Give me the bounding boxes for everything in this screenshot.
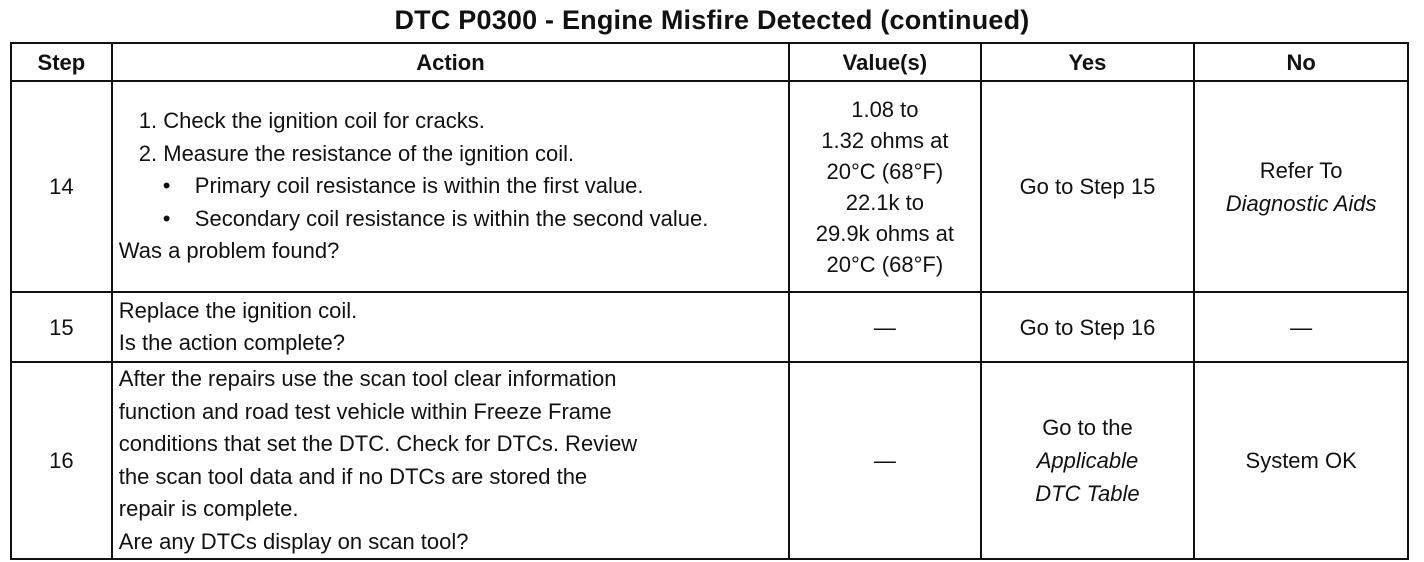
table-row <box>11 292 1408 362</box>
action-line: function and road test vehicle within Freeze Frame <box>118 398 612 424</box>
action-line: the scan tool data and if no DTCs are stored the <box>118 463 588 489</box>
yes-cell: Go to Step 15 <box>981 81 1195 292</box>
value-line: 20°C (68°F) <box>826 251 944 277</box>
action-line: 2. Measure the resistance of the ignition coil. <box>138 140 575 166</box>
step-number: 14 <box>11 81 112 292</box>
values-cell: — <box>789 362 981 559</box>
action-question: Was a problem found? <box>118 238 340 264</box>
yes-cell <box>981 362 1195 559</box>
yes-line-italic: DTC Table <box>1035 481 1140 506</box>
column-header-values: Value(s) <box>789 43 981 81</box>
value-line: 1.08 to <box>851 96 919 122</box>
action-question: Is the action complete? <box>118 330 346 355</box>
bullet-item <box>119 203 782 236</box>
document-title: DTC P0300 - Engine Misfire Detected (continued) <box>394 5 1030 35</box>
bullet-item <box>119 170 782 203</box>
action-cell <box>112 362 789 559</box>
no-line-italic: Diagnostic Aids <box>1225 190 1377 216</box>
values-cell: — <box>789 292 981 362</box>
no-cell <box>1194 81 1408 292</box>
column-header-step: Step <box>11 43 112 81</box>
no-line: Refer To <box>1259 157 1343 183</box>
action-line: conditions that set the DTC. Check for DTCs. Review <box>118 431 638 456</box>
value-line: 1.32 ohms at <box>821 127 949 153</box>
values-cell <box>789 81 981 292</box>
action-line: 1. Check the ignition coil for cracks. <box>138 108 485 134</box>
no-cell: System OK <box>1194 362 1408 559</box>
action-cell <box>112 81 789 292</box>
column-header-action: Action <box>112 43 789 81</box>
action-line: Replace the ignition coil. <box>118 297 358 323</box>
dtc-table <box>10 42 1409 560</box>
bullet-text: Secondary coil resistance is within the second value. <box>194 205 709 231</box>
yes-cell: Go to Step 16 <box>981 292 1195 362</box>
table-row <box>11 362 1408 559</box>
bullet-icon: • <box>162 205 171 231</box>
bullet-text: Primary coil resistance is within the first value. <box>194 173 644 199</box>
table-row <box>11 81 1408 292</box>
table-header-row <box>11 43 1408 81</box>
action-question: Are any DTCs display on scan tool? <box>118 528 469 554</box>
value-line: 22.1k to <box>845 189 924 215</box>
yes-line: Go to the <box>1042 415 1133 440</box>
value-line: 20°C (68°F) <box>826 158 944 184</box>
value-line: 29.9k ohms at <box>815 220 954 246</box>
action-cell <box>112 292 789 362</box>
action-line: After the repairs use the scan tool clear information <box>118 366 617 391</box>
no-cell: — <box>1194 292 1408 362</box>
bullet-icon: • <box>162 173 171 199</box>
action-line: repair is complete. <box>118 496 299 521</box>
step-number: 15 <box>11 292 112 362</box>
column-header-no: No <box>1194 43 1408 81</box>
yes-line-italic: Applicable <box>1036 448 1139 473</box>
column-header-yes: Yes <box>981 43 1195 81</box>
step-number: 16 <box>11 362 112 559</box>
